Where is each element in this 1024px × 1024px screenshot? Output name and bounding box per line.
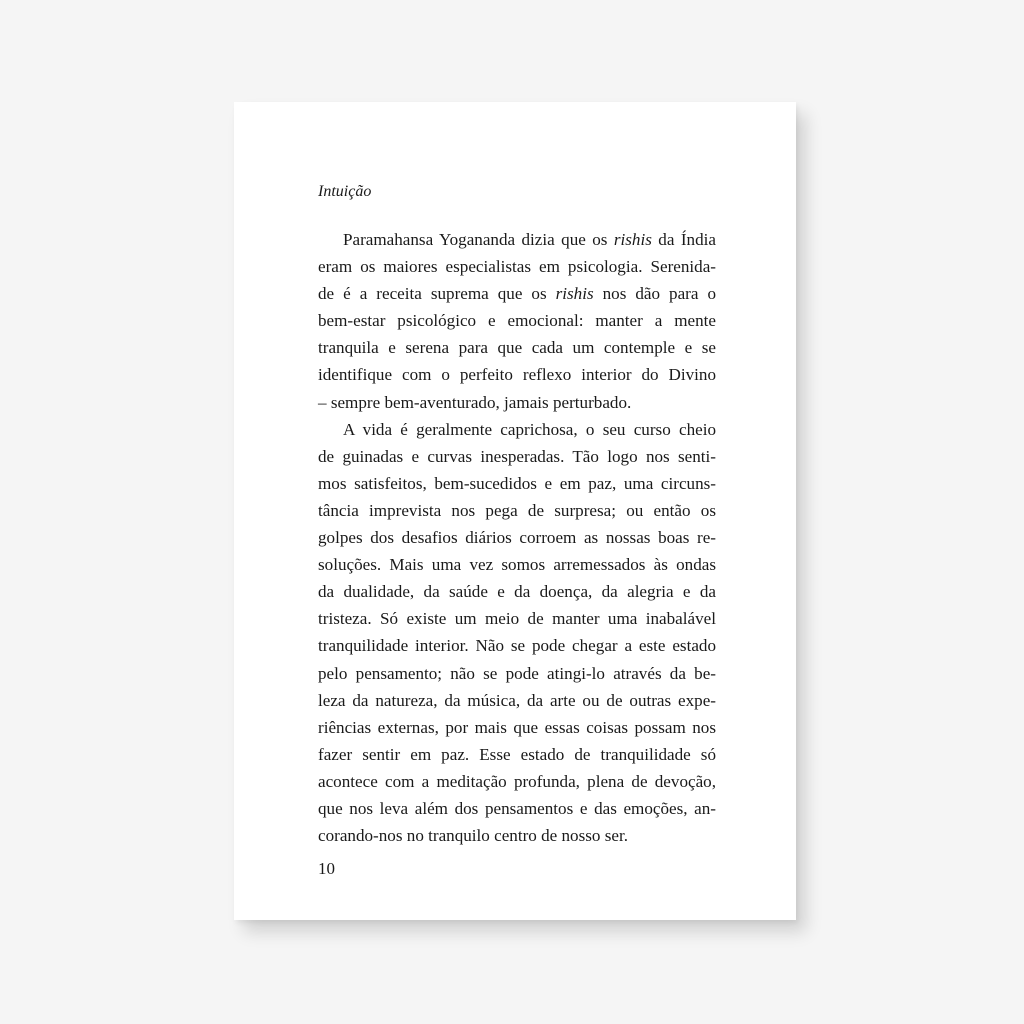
text-line: soluções. Mais uma vez somos arremessados às ondas [318, 555, 716, 575]
running-head: Intuição [318, 183, 372, 200]
page-number: 10 [318, 859, 335, 878]
text-line: tranquilidade interior. Não se pode chegar a este estado [318, 636, 716, 656]
paragraph [318, 226, 716, 416]
text-line: corando-nos no tranquilo centro de nosso ser. [318, 826, 628, 846]
text-line: de é a receita suprema que os rishis nos dão para o [318, 284, 716, 304]
text-line: bem-estar psicológico e emocional: manter a mente [318, 311, 716, 331]
text-line: da dualidade, da saúde e da doença, da alegria e da [318, 582, 716, 602]
text-line: identifique com o perfeito reflexo interior do Divino [318, 365, 716, 385]
text-line: fazer sentir em paz. Esse estado de tranquilidade só [318, 744, 716, 764]
body-text [318, 226, 716, 849]
text-line: A vida é geralmente caprichosa, o seu curso cheio [343, 419, 716, 439]
text-line: golpes dos desafios diários corroem as nossas boas re- [318, 528, 716, 548]
text-line: tância imprevista nos pega de surpresa; ou então os [318, 500, 716, 520]
italic-term: rishis [613, 230, 652, 249]
text-line: riências externas, por mais que essas coisas possam nos [318, 717, 716, 737]
text-line: mos satisfeitos, bem-sucedidos e em paz, uma circuns- [318, 473, 716, 493]
text-line: que nos leva além dos pensamentos e das emoções, an- [318, 798, 716, 818]
text-line: tranquila e serena para que cada um contemple e se [318, 338, 716, 358]
paragraph [318, 416, 716, 850]
text-line: eram os maiores especialistas em psicologia. Serenida- [318, 257, 716, 277]
text-line: – sempre bem-aventurado, jamais perturbado. [318, 392, 632, 412]
text-line: tristeza. Só existe um meio de manter uma inabalável [318, 609, 716, 629]
italic-term: rishis [555, 284, 594, 304]
text-line: de guinadas e curvas inesperadas. Tão logo nos senti- [318, 446, 716, 466]
book-page [234, 102, 796, 920]
text-line: pelo pensamento; não se pode atingi-lo através da be- [318, 663, 716, 683]
text-line: leza da natureza, da música, da arte ou de outras expe- [318, 690, 716, 710]
text-line: Paramahansa Yogananda dizia que os rishis da Índia [343, 230, 716, 249]
text-line: acontece com a meditação profunda, plena de devoção, [318, 771, 716, 791]
